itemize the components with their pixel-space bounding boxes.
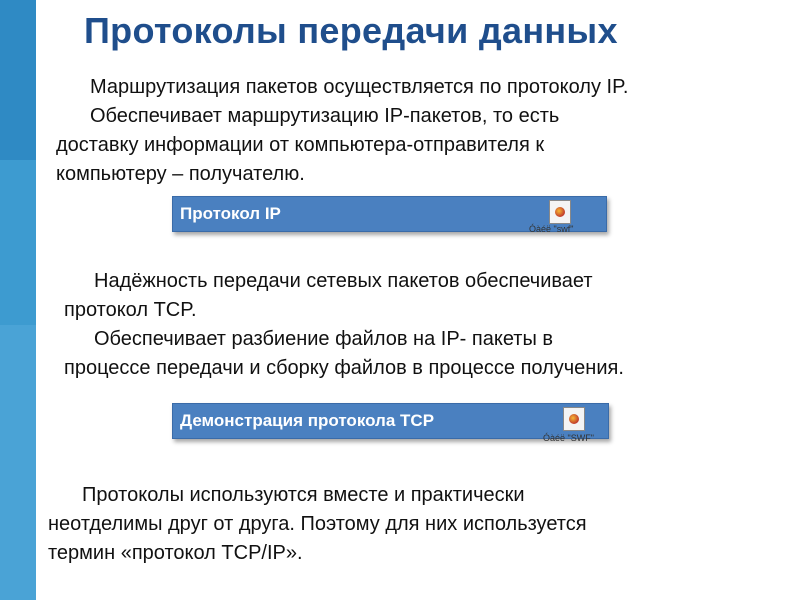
paragraph-tcpip	[48, 481, 587, 568]
text-line: протокол TCP.	[64, 299, 197, 321]
text-line: Протоколы используются вместе и практически	[82, 484, 525, 506]
text-line: Надёжность передачи сетевых пакетов обеспечивает	[94, 270, 593, 292]
sidebar-strip	[0, 0, 36, 600]
flash-file-icon[interactable]	[549, 200, 571, 224]
sidebar-segment	[0, 325, 36, 600]
text-line: доставку информации от компьютера-отправителя к	[56, 134, 545, 156]
paragraph-tcp	[64, 267, 624, 383]
text-line: процессе передачи и сборку файлов в процессе получения.	[64, 357, 624, 379]
text-line: Обеспечивает разбиение файлов на IP- пакеты в	[94, 328, 553, 350]
text-line: компьютеру – получателю.	[56, 163, 305, 185]
banner-tcp[interactable]	[172, 403, 609, 443]
text-line: неотделимы друг от друга. Поэтому для них используется	[48, 513, 587, 535]
banner-ip[interactable]	[172, 196, 607, 232]
banner-tcp-label: Демонстрация протокола TCP	[180, 411, 435, 430]
page-title: Протоколы передачи данных	[84, 10, 618, 51]
sidebar-segment	[0, 160, 36, 325]
flash-file-icon[interactable]	[563, 407, 585, 431]
file-caption: Óàéë "swf"	[529, 224, 574, 234]
sidebar-segment	[0, 0, 36, 160]
text-line: Обеспечивает маршрутизацию IP-пакетов, то есть	[90, 105, 560, 127]
text-line: Маршрутизация пакетов осуществляется по протоколу IP.	[90, 76, 629, 98]
paragraph-ip	[56, 73, 628, 189]
text-line: термин «протокол TCP/IP».	[48, 542, 303, 564]
file-caption: Óàéë "SWF"	[543, 433, 594, 443]
banner-ip-label: Протокол IP	[180, 204, 281, 223]
